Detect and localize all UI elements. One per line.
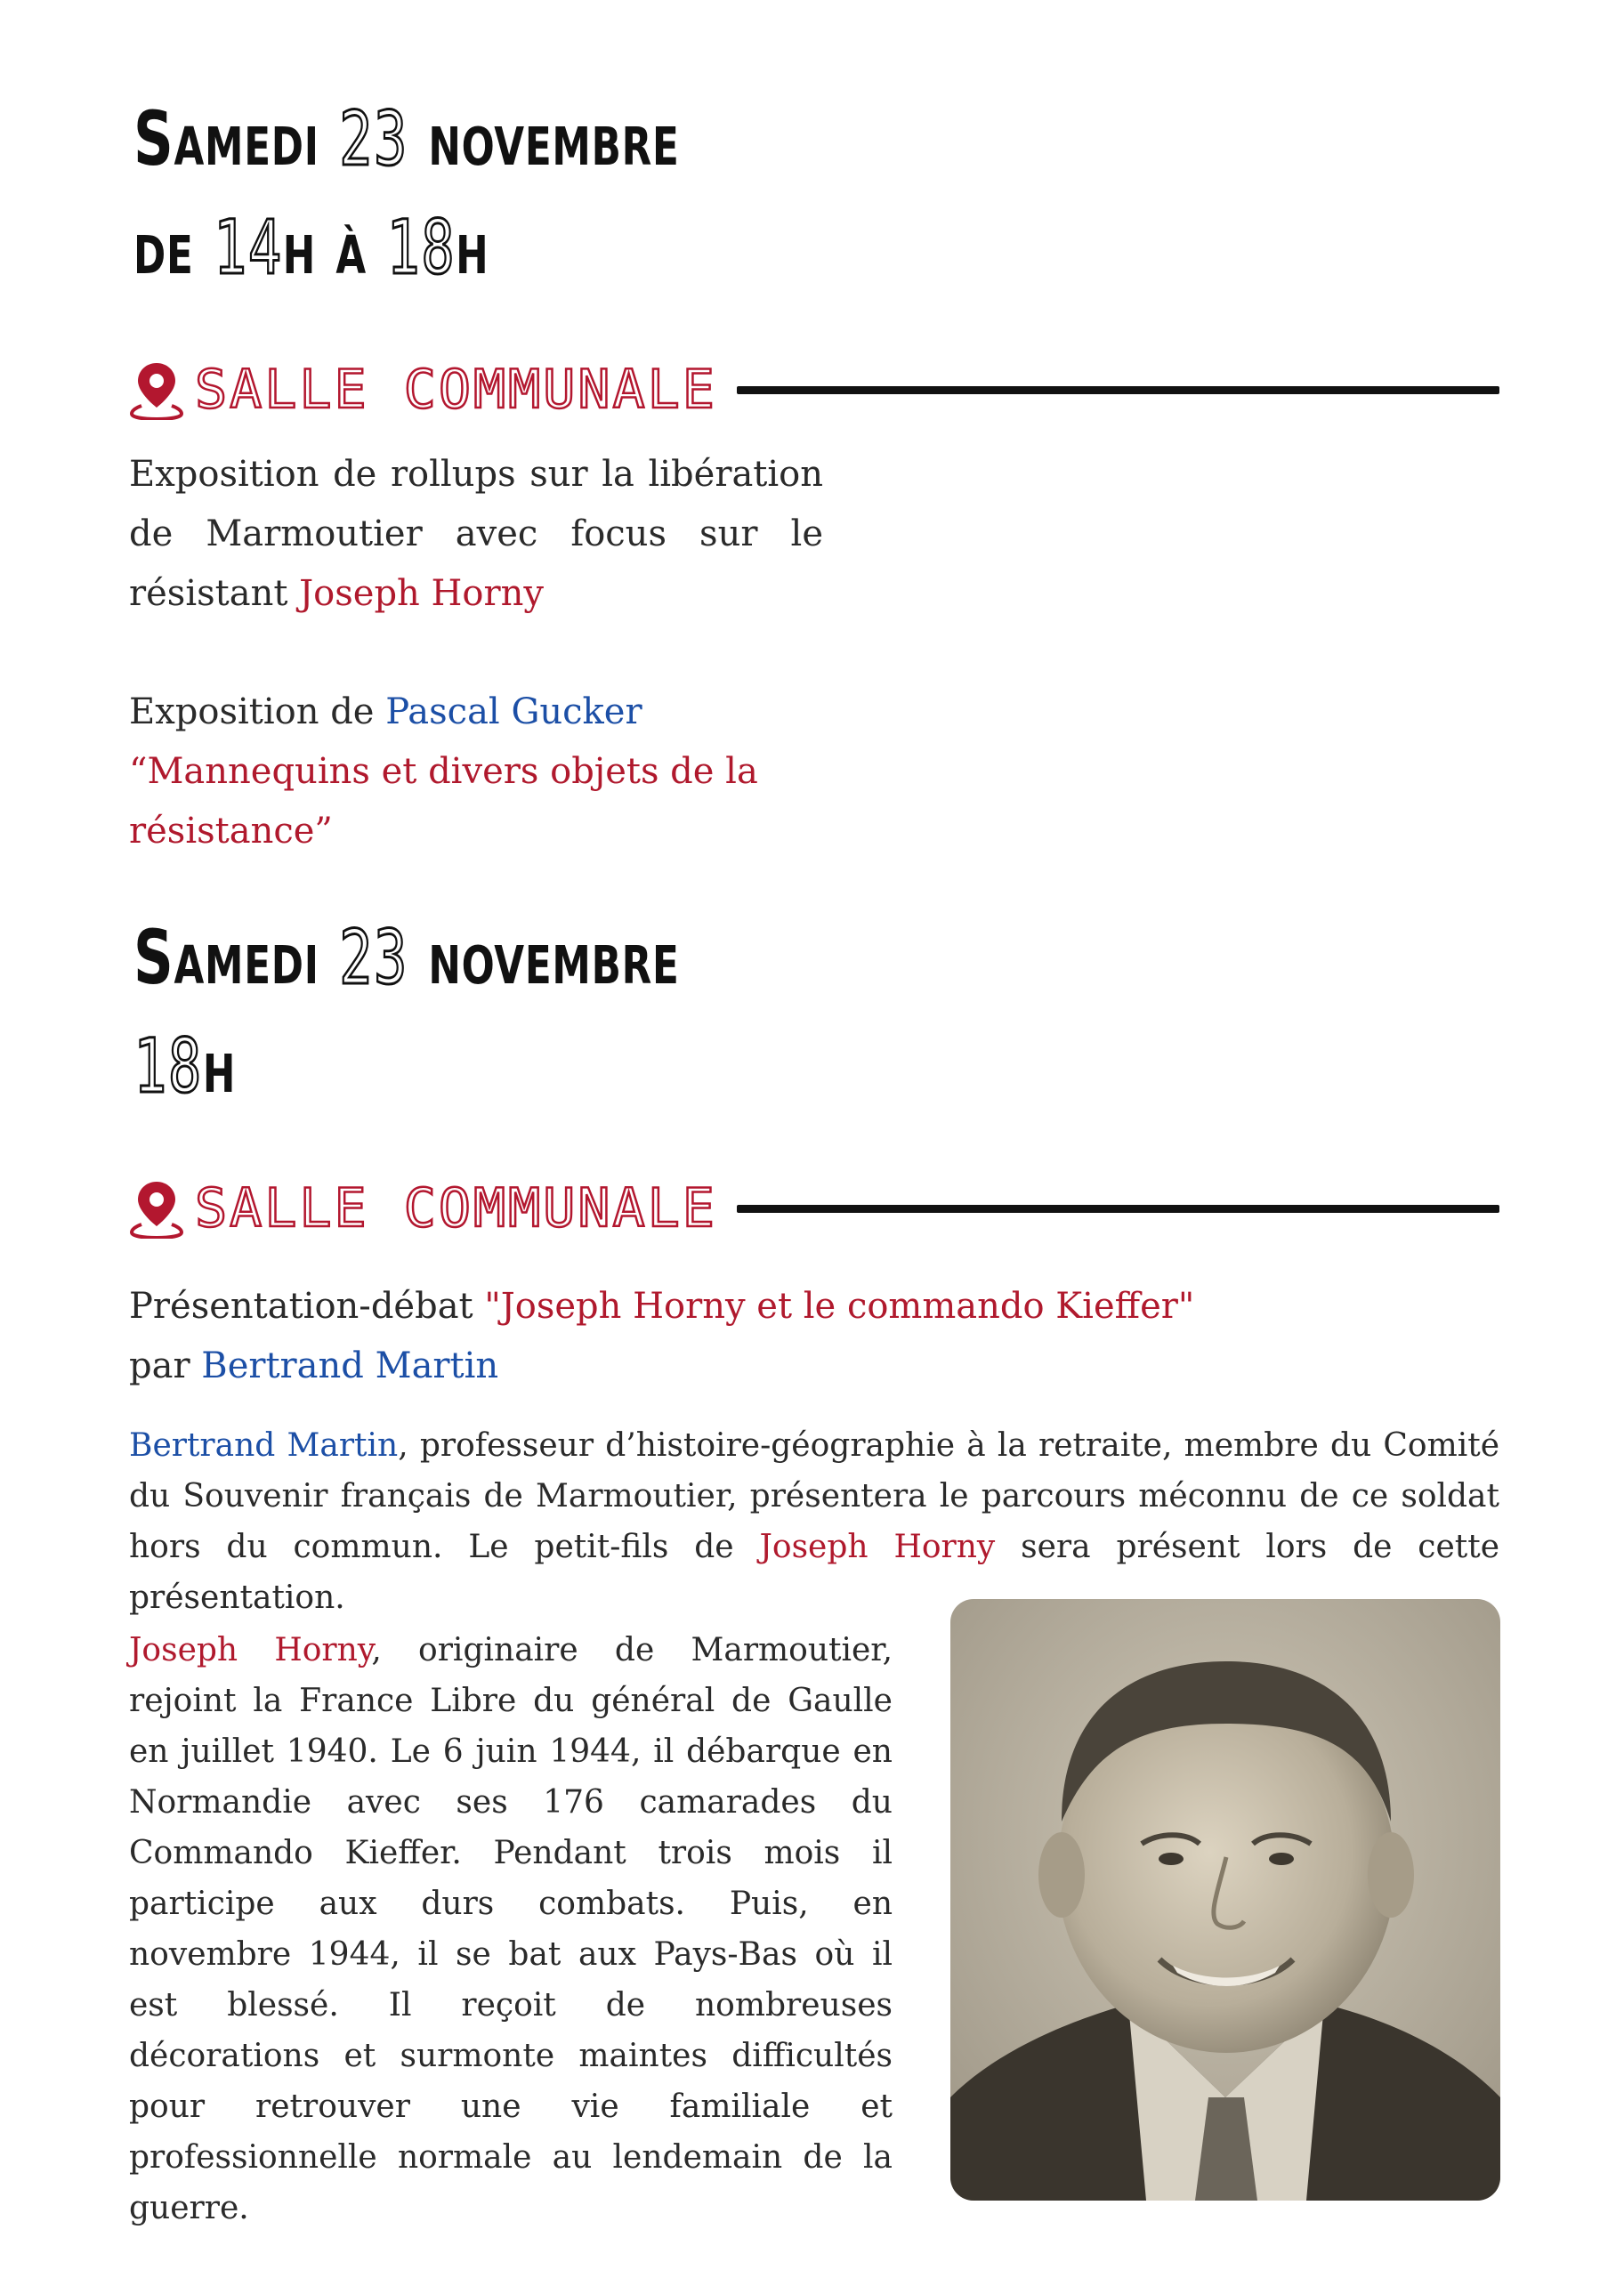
event1-day: Samedi	[133, 95, 340, 182]
event1-start-hour: 14	[213, 204, 283, 291]
event1-date-heading	[133, 85, 680, 302]
event2-date-heading	[133, 903, 680, 1120]
bio-horny-name: Joseph Horny	[129, 1632, 372, 1668]
event2-hour: 18	[133, 1022, 203, 1110]
event2-intro	[129, 1277, 1464, 1396]
event1-paragraph-rollups	[129, 445, 823, 624]
event1-from: de	[133, 204, 214, 291]
bio-speaker-text: , professeur d’histoire-géographie à la retraite, membre du Comité du Souvenir français de Marmoutier, présentera le parcours méconnu de ce soldat hors du commun. Le petit-fils de	[129, 1427, 1499, 1565]
event2-location-row	[129, 1173, 1499, 1244]
event2-intro-by: par	[129, 1345, 202, 1386]
event2-h: h	[202, 1022, 237, 1110]
event1-gucker-title: “Mannequins et divers objets de la résistance”	[129, 751, 758, 852]
divider	[737, 1205, 1499, 1213]
event2-month: novembre	[408, 914, 680, 1001]
event1-gucker-text: Exposition de	[129, 691, 386, 732]
event2-date-number: 23	[339, 914, 408, 1001]
event1-rollups-name: Joseph Horny	[299, 573, 544, 614]
event1-rollups-text: Exposition de rollups sur la libération de Marmoutier avec focus sur le résistant	[129, 454, 823, 614]
event2-bio-speaker	[129, 1420, 1499, 1623]
bio-speaker-horny: Joseph Horny	[759, 1529, 996, 1565]
bio-horny-text: , originaire de Marmoutier, rejoint la France Libre du général de Gaulle en juillet 1940. Le 6 juin 1944, il débarque en Normandie avec ses 176 camarades du Commando Kieffer. Pendant trois mois il participe aux durs combats. Puis, en novembre 1944, il se bat aux Pays-Bas où il est blessé. Il reçoit de nombreuses décorations et surmonte maintes difficultés pour retrouver une vie familiale et professionnelle normale au lendemain de la guerre.	[129, 1632, 893, 2226]
event1-location-row	[129, 354, 1499, 425]
event1-month: novembre	[408, 95, 680, 182]
divider	[737, 386, 1499, 394]
event2-intro-speaker: Bertrand Martin	[201, 1345, 499, 1386]
event2-intro-title: "Joseph Horny et le commando Kieffer"	[484, 1286, 1195, 1327]
portrait-image	[950, 1599, 1500, 2201]
event2-day: Samedi	[133, 914, 340, 1001]
bio-speaker-end: sera présent lors de cette présentation.	[129, 1529, 1499, 1616]
bio-speaker-name: Bertrand Martin	[129, 1427, 399, 1464]
event1-to: h à	[282, 204, 387, 291]
event2-bio-horny	[129, 1625, 893, 2234]
map-pin-icon	[129, 359, 184, 420]
event1-location-label: SALLE COMMUNALE	[195, 359, 717, 421]
portrait-photo	[950, 1599, 1500, 2201]
map-pin-icon	[129, 1178, 184, 1239]
event1-gucker-name: Pascal Gucker	[385, 691, 642, 732]
event1-date-number: 23	[339, 95, 408, 182]
event1-end-hour: 18	[386, 204, 456, 291]
event1-paragraph-gucker	[129, 683, 841, 861]
event2-intro-text: Présentation-débat	[129, 1286, 485, 1327]
event1-h: h	[456, 204, 489, 291]
event2-location-label: SALLE COMMUNALE	[195, 1177, 717, 1240]
